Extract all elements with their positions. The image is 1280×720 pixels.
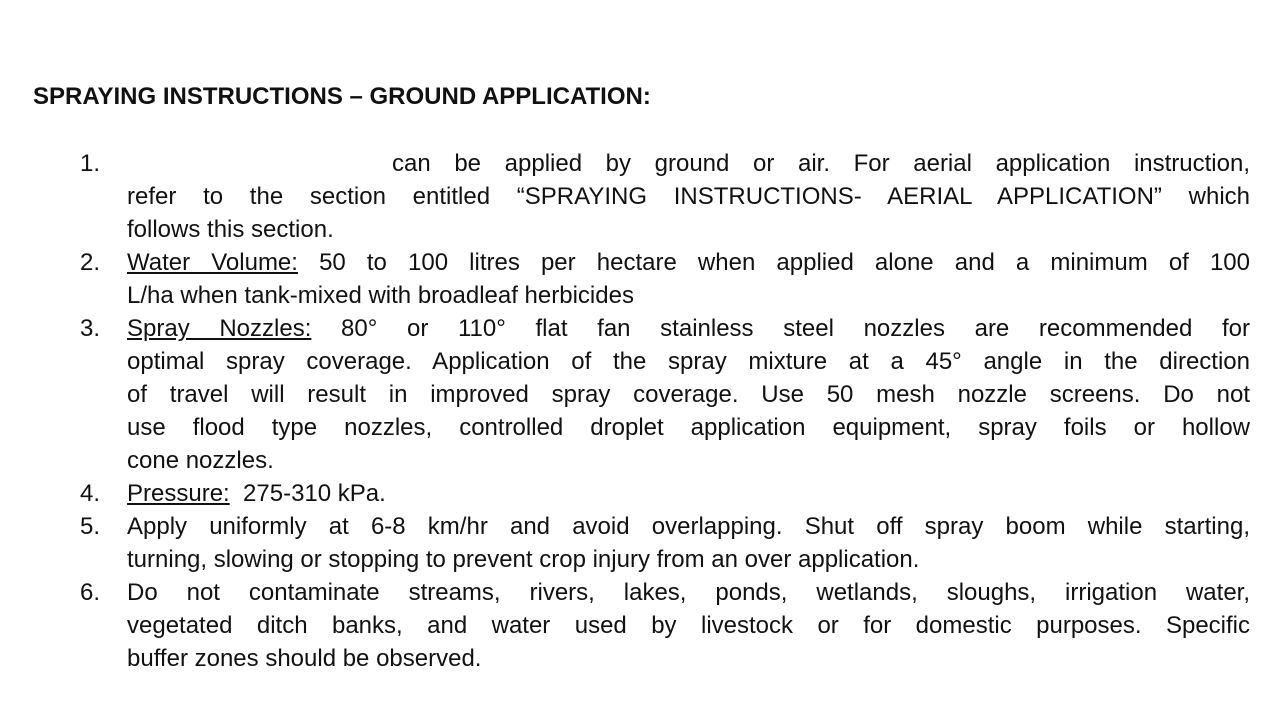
- item-line: L/ha when tank-mixed with broadleaf herbicides: [127, 282, 634, 309]
- item-line: Apply uniformly at 6-8 km/hr and avoid overlapping. Shut off spray boom while starting,: [127, 513, 1250, 540]
- item-line: can be applied by ground or air. For aerial application instruction,: [392, 150, 1250, 177]
- item-text: 275-310 kPa.: [243, 480, 386, 507]
- section-title: SPRAYING INSTRUCTIONS – GROUND APPLICATION:: [33, 83, 651, 110]
- item-number: 4.: [80, 480, 101, 507]
- item-line: optimal spray coverage. Application of the spray mixture at a 45° angle in the direction: [127, 348, 1250, 375]
- list-item: [0, 510, 1280, 576]
- item-line: [127, 477, 1250, 510]
- item-line: use flood type nozzles, controlled droplet application equipment, spray foils or hollow: [127, 414, 1250, 441]
- item-line: [127, 312, 1250, 345]
- item-line: turning, slowing or stopping to prevent crop injury from an over application.: [127, 546, 920, 573]
- item-label: Spray Nozzles:: [127, 315, 312, 342]
- item-line: buffer zones should be observed.: [127, 645, 482, 672]
- list-item: [0, 477, 1280, 510]
- item-text: 80° or 110° flat fan stainless steel nozzles are recommended for: [341, 315, 1251, 342]
- item-number: 1.: [80, 150, 101, 177]
- item-line: of travel will result in improved spray coverage. Use 50 mesh nozzle screens. Do not: [127, 381, 1250, 408]
- item-number: 6.: [80, 579, 101, 606]
- item-number: 2.: [80, 249, 101, 276]
- item-line: cone nozzles.: [127, 447, 274, 474]
- item-line: Do not contaminate streams, rivers, lakes, ponds, wetlands, sloughs, irrigation water,: [127, 579, 1250, 606]
- item-line: [127, 246, 1250, 279]
- item-line: refer to the section entitled “SPRAYING INSTRUCTIONS- AERIAL APPLICATION” which: [127, 183, 1250, 210]
- item-label: Water Volume:: [127, 249, 298, 276]
- item-text: 50 to 100 litres per hectare when applied alone and a minimum of 100: [319, 249, 1250, 276]
- item-line: follows this section.: [127, 216, 334, 243]
- item-number: 3.: [80, 315, 101, 342]
- item-number: 5.: [80, 513, 101, 540]
- list-item: [0, 246, 1280, 312]
- instruction-list: [0, 147, 1280, 675]
- list-item: [0, 147, 1280, 246]
- item-line: vegetated ditch banks, and water used by livestock or for domestic purposes. Specific: [127, 612, 1250, 639]
- list-item: [0, 312, 1280, 477]
- list-item: [0, 576, 1280, 675]
- item-label: Pressure:: [127, 480, 230, 507]
